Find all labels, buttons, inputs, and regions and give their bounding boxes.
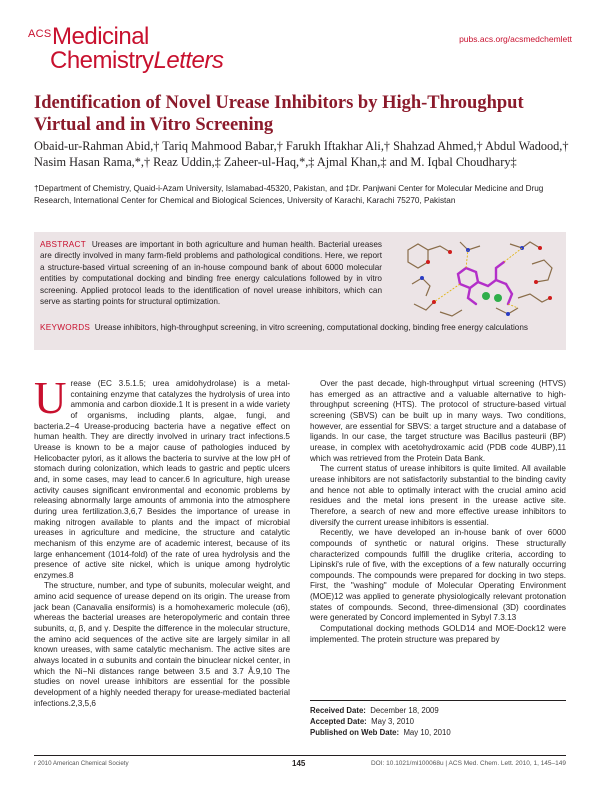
- nitrogen-atoms: [420, 246, 524, 316]
- htvs-paragraph: Over the past decade, high-throughput virtual screening (HTVS) has emerged as an attractive and a valuable alternative to high-throughput screening (HTS). The protocol of structure-based virtual screening (SBVS) can be built up in many ways. Two conditions, however, are essential for SBVS: a target structure and a database of ligands. In our case, the target structure was Bacillus pasteurii (BP) urease, in complex with acetohydroxamic acid (PDB code 4UBP),11 which was retrieved from the Protein Data Bank.: [310, 379, 566, 463]
- copyright-notice: r 2010 American Chemical Society: [34, 760, 129, 767]
- received-label: Received Date:: [310, 706, 366, 715]
- structure-paragraph: The structure, number, and type of subunits, molecular weight, and amino acid sequence of urease depend on its origin. The urease from jack bean (Canavalia ensiformis) is a homohexameric molecule (α6), whereas the bacterial ureases are heteropolymeric and contain three subunits, α, β, and γ. Despite the difference in the molecular structure, the amino acid sequences of the active site are largely similar in all known ureases, with same catalytic mechanism. The active sites are always located in α subunits and contain the binuclear nickel center, in which the Ni−Ni distances range between 3.5 and 3.7 Å.9,10 The studies on novel urease inhibitors are essential for the possible development of a highly needed therapy for urease-mediated bacterial infections.2,3,5,6: [34, 581, 290, 708]
- docking-paragraph: Computational docking methods GOLD14 and MOE-Dock12 were implemented. The protein structure was prepared by: [310, 624, 566, 644]
- logo-acs-text: ACS: [28, 28, 52, 40]
- published-date: May 10, 2010: [403, 728, 451, 737]
- logo-medicinal-text: Medicinal: [52, 23, 149, 50]
- logo-letters-text: Letters: [153, 47, 224, 74]
- published-date-row: [310, 727, 566, 738]
- citation-doi[interactable]: DOI: 10.1021/ml100068u | ACS Med. Chem. Lett. 2010, 1, 145–149: [370, 760, 566, 767]
- accepted-date-row: [310, 716, 566, 727]
- accepted-label: Accepted Date:: [310, 717, 367, 726]
- accepted-date: May 3, 2010: [371, 717, 415, 726]
- page-number: 145: [292, 759, 306, 768]
- received-date: December 18, 2009: [370, 706, 439, 715]
- publication-dates: [310, 700, 566, 738]
- toc-graphic-molecular-docking: [400, 238, 560, 322]
- intro-paragraph-text: rease (EC 3.5.1.5; urea amidohydrolase) is a metal-containing enzyme that catalyzes the hydrolysis of urea into ammonia and carbon dioxide.1 It is present in a wide variety of organisms, including plants, algae, fungi, and bacteria.2−4 Urease-producing bacteria have a negative effect on human health. They are directly involved in urinary tract infections.5 Urease is known to be a major cause of pathologies induced by Helicobacter pylori, as it allows the bacteria to survive at the low pH of stomach during colonization, which leads to gastric and peptic ulcers and, in some cases, may lead to cancer.6 In agriculture, high urease activity causes significant environmental and economic problems by releasing abnormally large amounts of ammonia into the atmosphere during urea fertilization.3,6,7 Besides the importance of urease in making nitrogen available to plants and the impact of microbial ureases in agriculture and medicine, the structure and catalytic mechanism of this enzyme are of academic interest, because of its large enhancement (1014-fold) of the rate of urea hydrolysis and the presence of active site nickel, which is unique among hydrolytic enzymes.8: [34, 379, 290, 580]
- drop-cap-letter: U: [34, 373, 67, 423]
- status-paragraph: The current status of urease inhibitors is quite limited. All available urease inhibitors are not satisfactorily substantial to the binding cavity and hence not able to optimally interact with the crucial amino acid residues and the metal ions present in the urease active site. Therefore, a search of new and more effective urease inhibitors to diversify the current urease inhibitors is essential.: [310, 464, 566, 527]
- keywords-body: Urease inhibitors, high-throughput screening, in vitro screening, computational docking, binding free energy calculations: [94, 323, 529, 332]
- abstract-body: Ureases are important in both agriculture and human health. Bacterial ureases are directly involved in many farm-field problems and pathological conditions. Here, we report a structure-based virtual screening of an in-house compound bank of about 6000 molecular entities by computational docking and binding free energy calculations followed by in vitro screening. Applied protocol leads to the identification of novel urease inhibitors, which can serve as starting points for structural optimization.: [40, 240, 382, 307]
- abstract-paragraph: [40, 239, 382, 307]
- protein-residue-sticks: [408, 242, 552, 316]
- journal-logo: [28, 25, 308, 85]
- received-date-row: [310, 705, 566, 716]
- nickel-ions: [482, 292, 502, 302]
- body-column-left: [34, 373, 290, 709]
- journal-url[interactable]: pubs.acs.org/acsmedchemlett: [459, 34, 572, 44]
- published-label: Published on Web Date:: [310, 728, 400, 737]
- keywords-paragraph: [40, 322, 560, 333]
- logo-chemistry-text: Chemistry: [50, 47, 154, 74]
- logo-chemistry-letters: [50, 48, 223, 74]
- affiliations: †Department of Chemistry, Quaid-i-Azam University, Islamabad-45320, Pakistan, and ‡Dr. Panjwani Center for Molecular Medicine and Drug Research, International Center for Chemical and Biological Sciences, University of Karachi, Karachi 75270, Pakistan: [34, 184, 544, 205]
- intro-paragraph: [34, 373, 290, 581]
- author-list: Obaid-ur-Rahman Abid,† Tariq Mahmood Babar,† Farukh Iftakhar Ali,† Shahzad Ahmed,† Abdul Wadood,† Nasim Hasan Rama,*,† Reaz Uddin,‡ Zaheer-ul-Haq,*,‡ Ajmal Khan,‡ and M. Iqbal Choudhary‡: [34, 139, 569, 169]
- compound-bank-paragraph: Recently, we have developed an in-house bank of over 6000 compounds of synthetic or natural origins. These structurally characterized compounds fulfill the druglike criteria, according to Lipinski's rule of five, with the exceptions of a few naturally occurring compounds. The compounds were prepared for docking in two steps. First, the "washing" module of Molecular Operating Environment (MOE)12 was applied to generate physiologically relevant protonation states of compounds. Second, three-dimensional (3D) coordinates were generated by Concord implemented in Sybyl 7.3.13: [310, 528, 566, 623]
- body-column-right: [310, 379, 566, 645]
- abstract-label: ABSTRACT: [40, 240, 87, 249]
- footer-divider: [34, 755, 566, 756]
- keywords-label: KEYWORDS: [40, 323, 91, 332]
- article-title: Identification of Novel Urease Inhibitors by High-Throughput Virtual and in Vitro Screening: [34, 93, 524, 135]
